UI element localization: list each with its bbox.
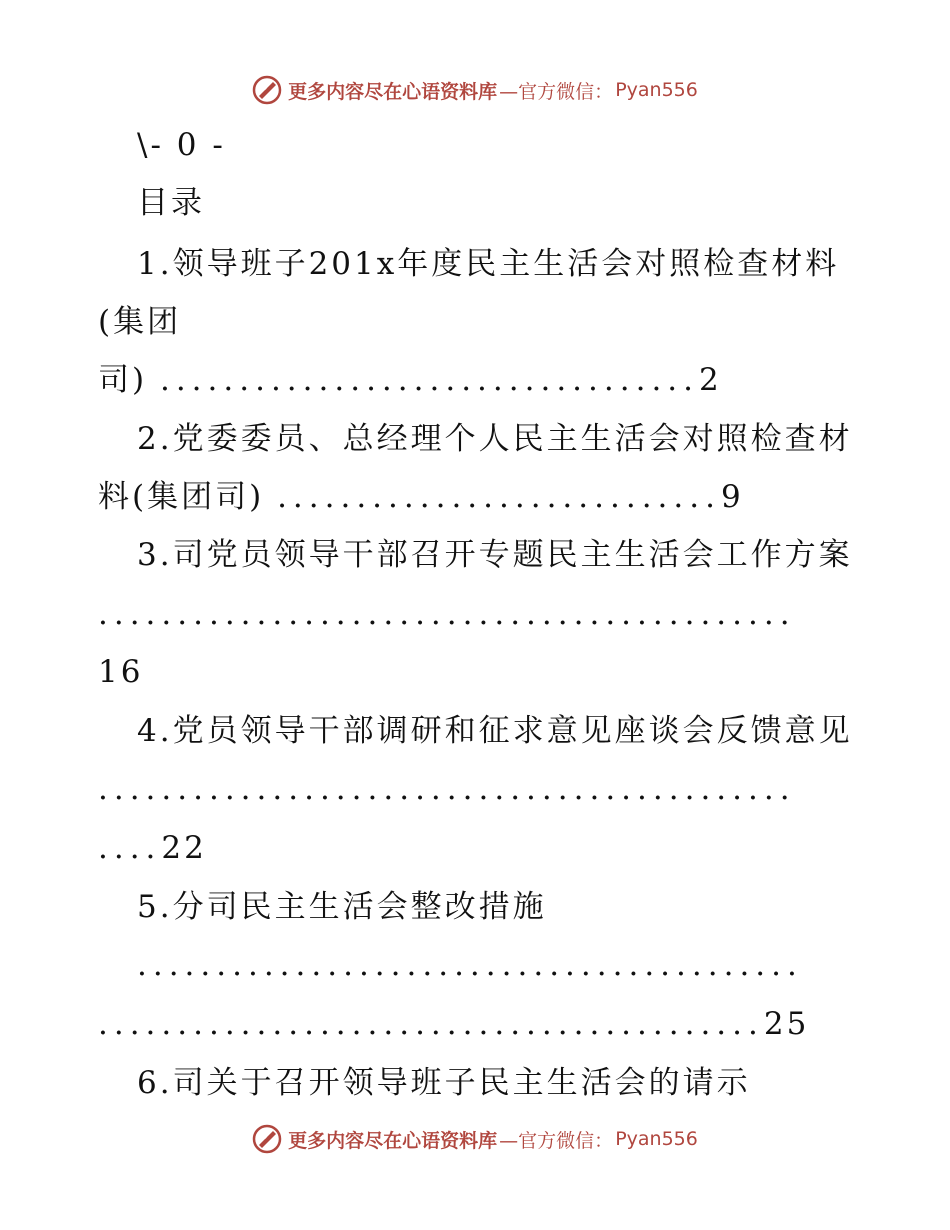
watermark-id: Pyan556 bbox=[615, 1128, 698, 1150]
toc-item-4-page: 22 bbox=[161, 830, 207, 866]
toc-item-4-leader: ............................................ bbox=[98, 771, 796, 807]
watermark-id: Pyan556 bbox=[615, 79, 698, 101]
watermark-banner-bottom bbox=[0, 1119, 950, 1159]
toc-item-5-leader: .......................................... bbox=[137, 947, 803, 983]
watermark-official: —官方微信： bbox=[499, 80, 614, 103]
watermark-text: 更多内容尽在心语资料库 bbox=[288, 1129, 498, 1152]
toc-item-2-label: 2.党委委员、总经理个人民主生活会对照检查材 bbox=[137, 421, 853, 457]
toc-item-5-leader-2: .......................................... bbox=[98, 1006, 764, 1042]
brand-logo-icon bbox=[252, 75, 282, 105]
toc-item-1-label-cont2: 司) bbox=[98, 362, 148, 398]
toc-item-1-label: 1.领导班子201x年度民主生活会对照检查材料 bbox=[137, 246, 840, 282]
toc-item-1-leader: .................................. bbox=[159, 362, 700, 398]
toc-item-3-label: 3.司党员领导干部召开专题民主生活会工作方案 bbox=[137, 537, 853, 573]
toc-title: 目录 bbox=[137, 185, 205, 221]
toc-item-1-tail bbox=[98, 360, 722, 400]
toc-item-5-tail bbox=[98, 1004, 809, 1044]
toc-item-5-page: 25 bbox=[763, 1006, 810, 1042]
toc-item-1-label-cont: (集团 bbox=[98, 304, 182, 340]
watermark-banner-top bbox=[0, 70, 950, 110]
toc-item-2-page: 9 bbox=[720, 479, 744, 515]
toc-item-2-leader: ............................ bbox=[277, 479, 721, 515]
toc-item-4-label: 4.党员领导干部调研和征求意见座谈会反馈意见 bbox=[137, 713, 853, 749]
toc-item-3-page: 16 bbox=[98, 654, 144, 690]
toc-item-4-leader-2: .... bbox=[98, 830, 162, 866]
watermark-text: 更多内容尽在心语资料库 bbox=[288, 80, 498, 103]
watermark-official: —官方微信： bbox=[499, 1129, 614, 1152]
page-marker: \- 0 - bbox=[137, 127, 226, 163]
toc-item-1-page: 2 bbox=[699, 362, 722, 398]
toc-item-2-label-cont: 料(集团司) bbox=[98, 479, 265, 515]
toc-item-2-tail bbox=[98, 477, 744, 517]
toc-item-5-label: 5.分司民主生活会整改措施 bbox=[137, 889, 547, 925]
brand-logo-icon bbox=[252, 1124, 282, 1154]
toc-item-6-label: 6.司关于召开领导班子民主生活会的请示 bbox=[137, 1065, 751, 1101]
toc-item-4-tail bbox=[98, 828, 207, 868]
toc-item-3-leader: ............................................ bbox=[98, 596, 796, 632]
